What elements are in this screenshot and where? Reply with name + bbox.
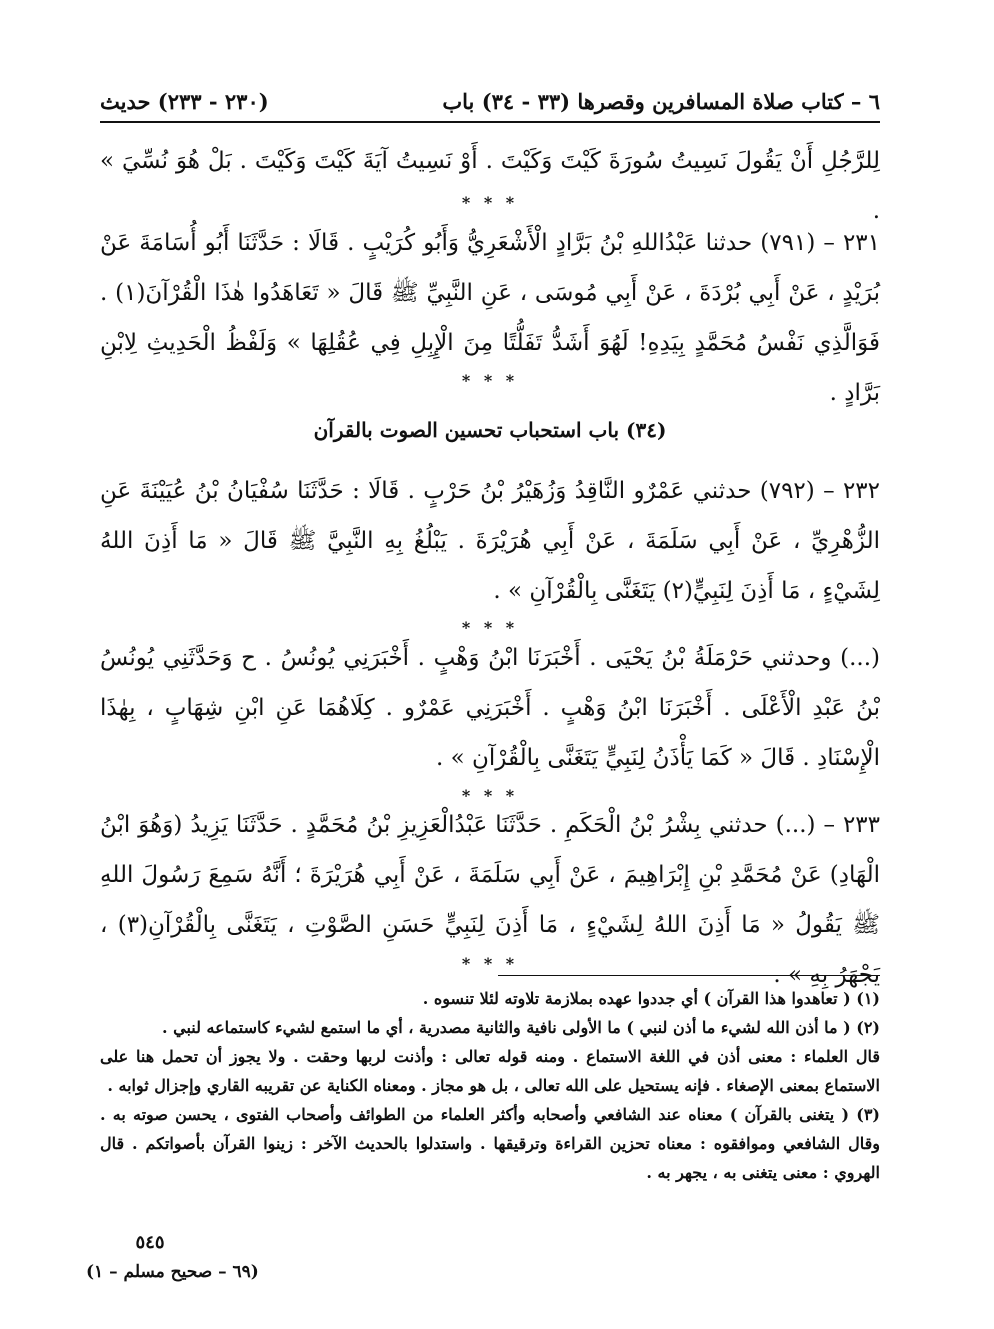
header-hadith-range: (٢٣٠ - ٢٣٣) حديث xyxy=(100,89,269,114)
separator-stars: * * * xyxy=(461,786,519,805)
footnote-1: (١) ( تعاهدوا هذا القرآن ) أي جددوا عهده بملازمة تلاوته لئلا تنسوه . xyxy=(422,989,880,1008)
hadith-232-chain: (...) وحدثني حَرْمَلَةُ بْنُ يَحْيَى . أَخْبَرَنَا ابْنُ وَهْبٍ . أَخْبَرَنِي يُونُسُ . ح وَحَدَّثَنِي يُونُسُ بْنُ عَبْدِ الْأَعْلَى . أَخْبَرَنَا ابْنُ وَهْبٍ . أَخْبَرَنِي عَمْرٌو . كِلَاهُمَا عَنِ ابْنِ شِهَابٍ ، بِهٰذَا الْإِسْنَادِ . قَالَ « كَمَا يَأْذَنُ لِنَبِيٍّ يَتَغَنَّى بِالْقُرْآنِ » . xyxy=(100,645,880,771)
footnote-2-explanation: قال العلماء : معنى أذن في اللغة الاستماع . ومنه قوله تعالى : وأذنت لربها وحقت . ولا يجوز أن تحمل هنا على الاستماع بمعنى الإصغاء . فإنه يستحيل على الله تعالى ، بل هو مجاز . ومعناه الكناية عن تقريبه القاري وإجزال ثوابه . xyxy=(100,1047,880,1095)
footnote-rule xyxy=(498,975,880,976)
separator-stars: * * * xyxy=(461,954,519,973)
hadith-233: ٢٣٣ – (...) حدثني بِشْرُ بْنُ الْحَكَمِ . حَدَّثَنَا عَبْدُالْعَزِيزِ بْنُ مُحَمَّدٍ . حَدَّثَنَا يَزِيدُ (وَهُوَ ابْنُ الْهَادِ) عَنْ مُحَمَّدِ بْنِ إِبْرَاهِيمَ ، عَنْ أَبِي سَلَمَةَ ، عَنْ أَبِي هُرَيْرَةَ ؛ أَنَّهُ سَمِعَ رَسُولَ اللهِ ﷺ يَقُولُ « مَا أَذِنَ اللهُ لِشَيْءٍ ، مَا أَذِنَ لِنَبِيٍّ حَسَنِ الصَّوْتِ ، يَتَغَنَّى بِالْقُرْآنِ(٣) ، يَجْهَرُ بِهِ » . xyxy=(100,812,880,988)
header-rule xyxy=(100,121,880,123)
footnote-2: (٢) ( ما أذن الله لشيء ما أذن لنبي ) ما الأولى نافية والثانية مصدرية ، أي ما استمع لشيء كاستماعه لنبي . xyxy=(161,1018,880,1037)
running-header xyxy=(100,78,880,114)
hadith-232: ٢٣٢ – (٧٩٢) حدثني عَمْرٌو النَّاقِدُ وَزُهَيْرُ بْنُ حَرْبٍ . قَالَا : حَدَّثَنَا سُفْيَانُ بْنُ عُيَيْنَةَ عَنِ الزُّهْرِيِّ ، عَنْ أَبِي سَلَمَةَ ، عَنْ أَبِي هُرَيْرَةَ . يَبْلُغُ بِهِ النَّبِيَّ ﷺ قَالَ « مَا أَذِنَ اللهُ لِشَيْءٍ ، مَا أَذِنَ لِنَبِيٍّ(٢) يَتَغَنَّى بِالْقُرْآنِ » . xyxy=(100,478,880,604)
footnote-3: (٣) ( يتغنى بالقرآن ) معناه عند الشافعي وأصحابه وأكثر العلماء من الطوائف وأصحاب الفتوى ، يحسن صوته به . وقال الشافعي وموافقوه : معناه تحزين القراءة وترقيقها . واستدلوا بالحديث الآخر : زينوا القرآن بأصواتكم . قال الهروي : معنى يتغنى به ، يجهر به . xyxy=(100,1105,880,1182)
intro-line: لِلرَّجُلِ أَنْ يَقُولَ نَسِيتُ سُورَةَ كَيْتَ وَكَيْتَ . أَوْ نَسِيتُ آيَةَ كَيْتَ وَكَيْتَ . بَلْ هُوَ نُسِّيَ » . xyxy=(100,148,880,224)
chapter-heading: (٣٤) باب استحباب تحسين الصوت بالقرآن xyxy=(313,418,667,442)
printer-signature: (٦٩ – صحيح مسلم – ١) xyxy=(86,1262,259,1282)
separator-stars: * * * xyxy=(461,193,519,212)
header-chapter-title: ٦ – كتاب صلاة المسافرين وقصرها (٣٣ - ٣٤) باب xyxy=(442,89,880,114)
page-number: ٥٤٥ xyxy=(135,1232,165,1253)
footnotes xyxy=(100,984,880,1187)
separator-stars: * * * xyxy=(461,371,519,390)
hadith-231: ٢٣١ – (٧٩١) حدثنا عَبْدُاللهِ بْنُ بَرَّادٍ الْأَشْعَرِيُّ وَأَبُو كُرَيْبٍ . قَالَا : حَدَّثَنَا أَبُو أُسَامَةَ عَنْ بُرَيْدٍ ، عَنْ أَبِي بُرْدَةَ ، عَنْ أَبِي مُوسَى ، عَنِ النَّبِيِّ ﷺ قَالَ « تَعَاهَدُوا هٰذَا الْقُرْآنَ(١) . فَوَالَّذِي نَفْسُ مُحَمَّدٍ بِيَدِهِ! لَهُوَ أَشَدُّ تَفَلُّتًا مِنَ الْإِبِلِ فِي عُقُلِهَا » وَلَفْظُ الْحَدِيثِ لِابْنِ بَرَّادٍ . xyxy=(100,230,880,406)
separator-stars: * * * xyxy=(461,618,519,637)
